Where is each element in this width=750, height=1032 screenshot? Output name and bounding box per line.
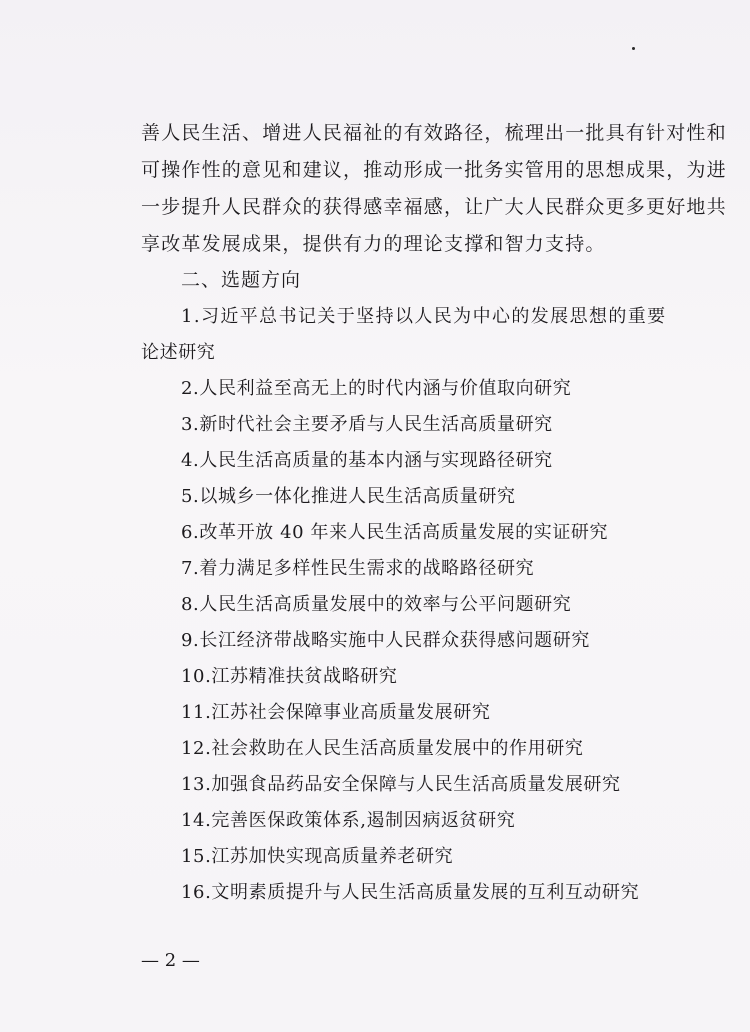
topic-item-4: 4.人民生活高质量的基本内涵与实现路径研究 <box>181 450 553 471</box>
topic-item-13: 13.加强食品药品安全保障与人民生活高质量发展研究 <box>181 774 621 795</box>
intro-line-3: 一步提升人民群众的获得感幸福感，让广大人民群众更多更好地共 <box>141 196 727 218</box>
page-number: — 2 — <box>141 950 200 971</box>
topic-item-6: 6.改革开放 40 年来人民生活高质量发展的实证研究 <box>181 522 609 543</box>
intro-line-2: 可操作性的意见和建议，推动形成一批务实管用的思想成果，为进 <box>141 159 727 181</box>
topic-item-16: 16.文明素质提升与人民生活高质量发展的互利互动研究 <box>181 882 640 903</box>
topic-item-8: 8.人民生活高质量发展中的效率与公平问题研究 <box>181 594 572 615</box>
topic-item-9: 9.长江经济带战略实施中人民群众获得感问题研究 <box>181 630 590 651</box>
topic-item-1-continuation: 论述研究 <box>141 342 216 363</box>
topic-item-14: 14.完善医保政策体系,遏制因病返贫研究 <box>181 810 516 831</box>
topic-item-11: 11.江苏社会保障事业高质量发展研究 <box>181 702 491 723</box>
scan-speck <box>632 47 635 50</box>
topic-item-2: 2.人民利益至高无上的时代内涵与价值取向研究 <box>181 378 572 399</box>
intro-line-1: 善人民生活、增进人民福祉的有效路径，梳理出一批具有针对性和 <box>141 122 727 144</box>
topic-item-3: 3.新时代社会主要矛盾与人民生活高质量研究 <box>181 414 553 435</box>
topic-item-12: 12.社会救助在人民生活高质量发展中的作用研究 <box>181 738 584 759</box>
topic-item-15: 15.江苏加快实现高质量养老研究 <box>181 846 454 867</box>
topic-item-5: 5.以城乡一体化推进人民生活高质量研究 <box>181 486 516 507</box>
intro-line-4: 享改革发展成果，提供有力的理论支撑和智力支持。 <box>141 233 606 255</box>
topic-item-7: 7.着力满足多样性民生需求的战略路径研究 <box>181 558 535 579</box>
topic-item-1: 1.习近平总书记关于坚持以人民为中心的发展思想的重要 <box>181 306 667 327</box>
topic-item-10: 10.江苏精准扶贫战略研究 <box>181 666 398 687</box>
section-heading: 二、选题方向 <box>181 269 302 291</box>
